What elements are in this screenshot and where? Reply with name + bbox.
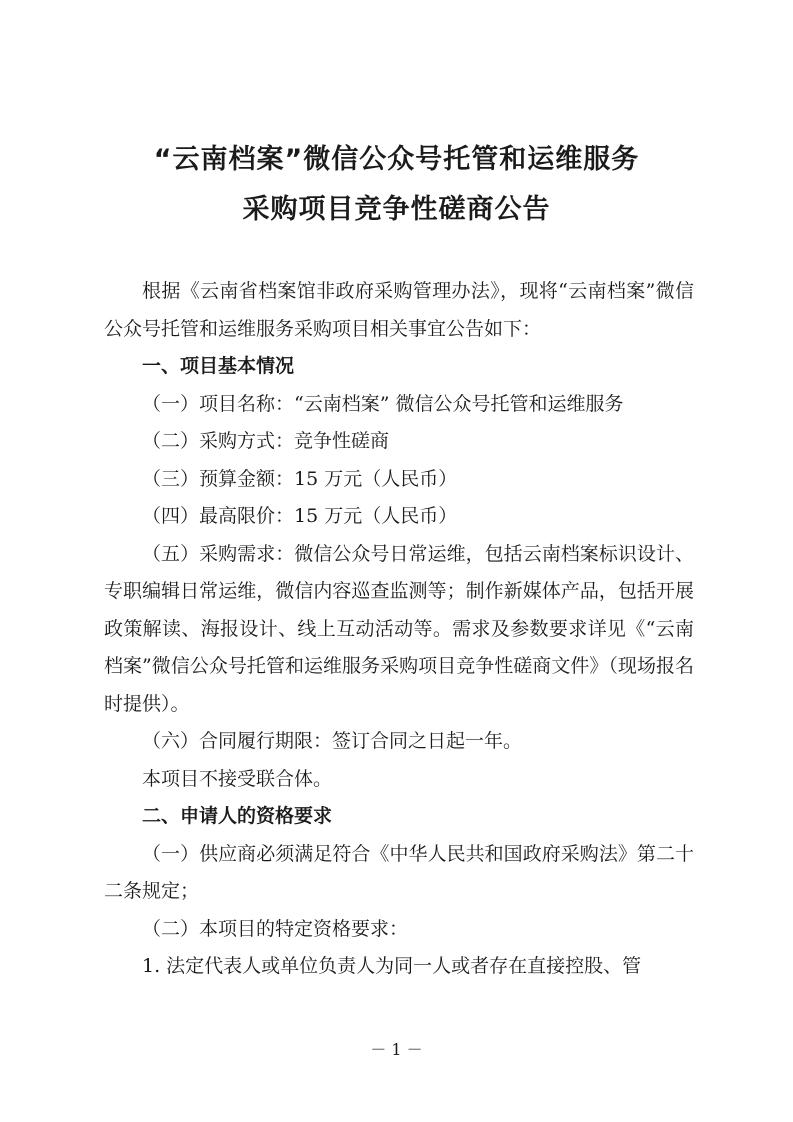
item-procurement-method: （二）采购方式：竞争性磋商 xyxy=(142,430,390,452)
item-contract-period: （六）合同履行期限：签订合同之日起一年。 xyxy=(142,730,523,752)
requirement-1: （一）供应商必须满足符合《中华人民共和国政府采购法》第二十二条规定； xyxy=(104,842,694,902)
item-max-price: （四）最高限价：15 万元（人民币） xyxy=(142,505,458,527)
item-budget: （三）预算金额：15 万元（人民币） xyxy=(142,467,458,490)
item-requirements: （五）采购需求：微信公众号日常运维，包括云南档案标识设计、专职编辑日常运维，微信内容巡查监测等；制作新媒体产品，包括开展政策解读、海报设计、线上互动活动等。需求及参数要求详见《“云南档案”微信公众号托管和运维服务采购项目竞争性磋商文件》（现场报名时提供）。 xyxy=(104,542,694,715)
item-project-name: （一）项目名称：“云南档案” 微信公众号托管和运维服务 xyxy=(142,392,624,415)
section-heading-qualifications: 二、申请人的资格要求 xyxy=(142,805,333,827)
requirement-2-item-1: 1. 法定代表人或单位负责人为同一人或者存在直接控股、管 xyxy=(142,955,642,977)
section-heading-project-info: 一、项目基本情况 xyxy=(142,355,295,377)
page-number: － 1 － xyxy=(370,1040,423,1059)
note-no-consortium: 本项目不接受联合体。 xyxy=(142,767,333,790)
document-title-line-1: “云南档案”微信公众号托管和运维服务 xyxy=(153,144,640,175)
document-title-line-2: 采购项目竞争性磋商公告 xyxy=(242,194,551,225)
intro-paragraph: 根据《云南省档案馆非政府采购管理办法》，现将“云南档案”微信公众号托管和运维服务采购项目相关事宜公告如下： xyxy=(104,280,694,340)
document-body xyxy=(104,273,694,986)
requirement-2: （二）本项目的特定资格要求： xyxy=(142,917,409,940)
